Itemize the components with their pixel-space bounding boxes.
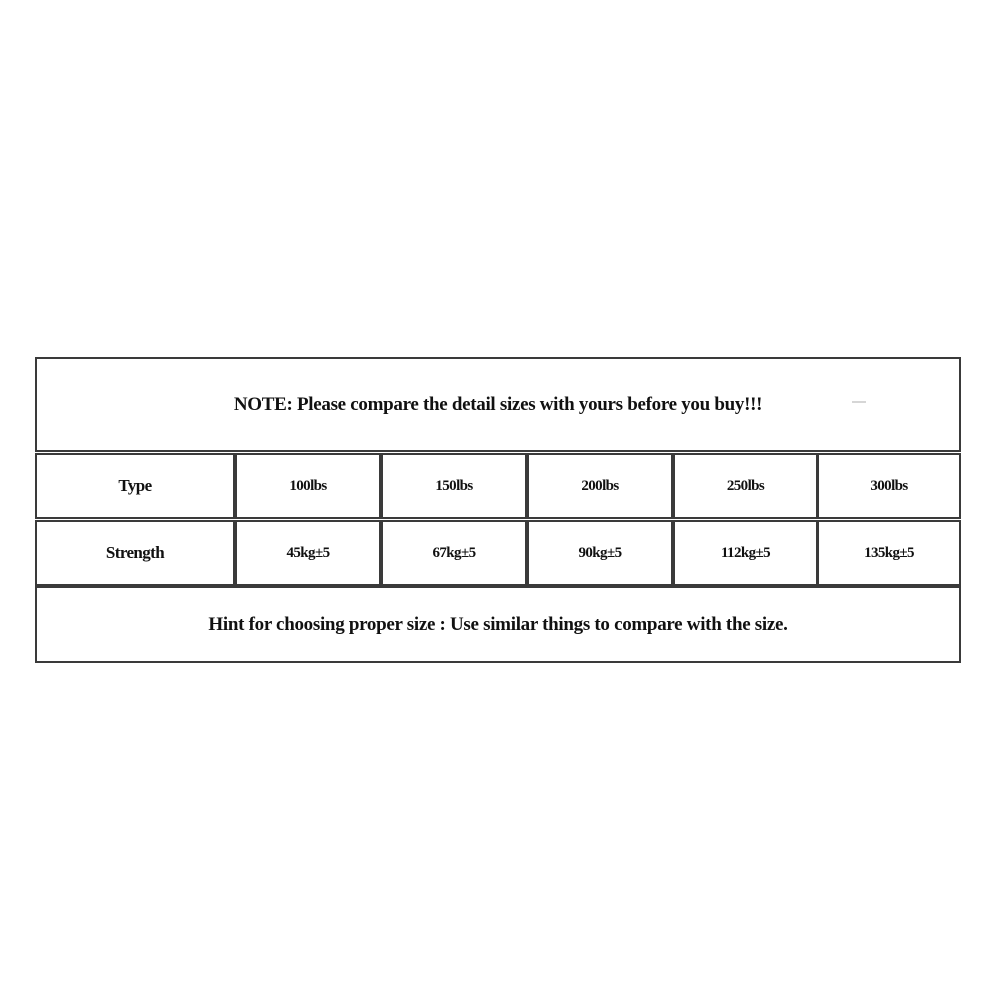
strength-cell-1: 45kg±5 xyxy=(235,520,381,586)
strength-cell-4: 112kg±5 xyxy=(673,520,818,586)
type-cell-2: 150lbs xyxy=(381,453,527,519)
strength-cell-5: 135kg±5 xyxy=(817,520,961,586)
size-chart xyxy=(35,357,961,663)
type-label-cell: Type xyxy=(35,453,235,519)
type-cell-1: 100lbs xyxy=(235,453,381,519)
note-box xyxy=(35,357,961,452)
note-text: NOTE: Please compare the detail sizes with yours before you buy!!! xyxy=(233,393,763,415)
strength-cell-2: 67kg±5 xyxy=(381,520,527,586)
decorative-speck xyxy=(852,401,866,403)
hint-text: Hint for choosing proper size : Use similar things to compare with the size. xyxy=(208,613,788,635)
type-cell-5: 300lbs xyxy=(817,453,961,519)
type-cell-3: 200lbs xyxy=(527,453,673,519)
type-cell-4: 250lbs xyxy=(673,453,818,519)
strength-cell-3: 90kg±5 xyxy=(527,520,673,586)
hint-box xyxy=(35,586,961,663)
strength-label-cell: Strength xyxy=(35,520,235,586)
